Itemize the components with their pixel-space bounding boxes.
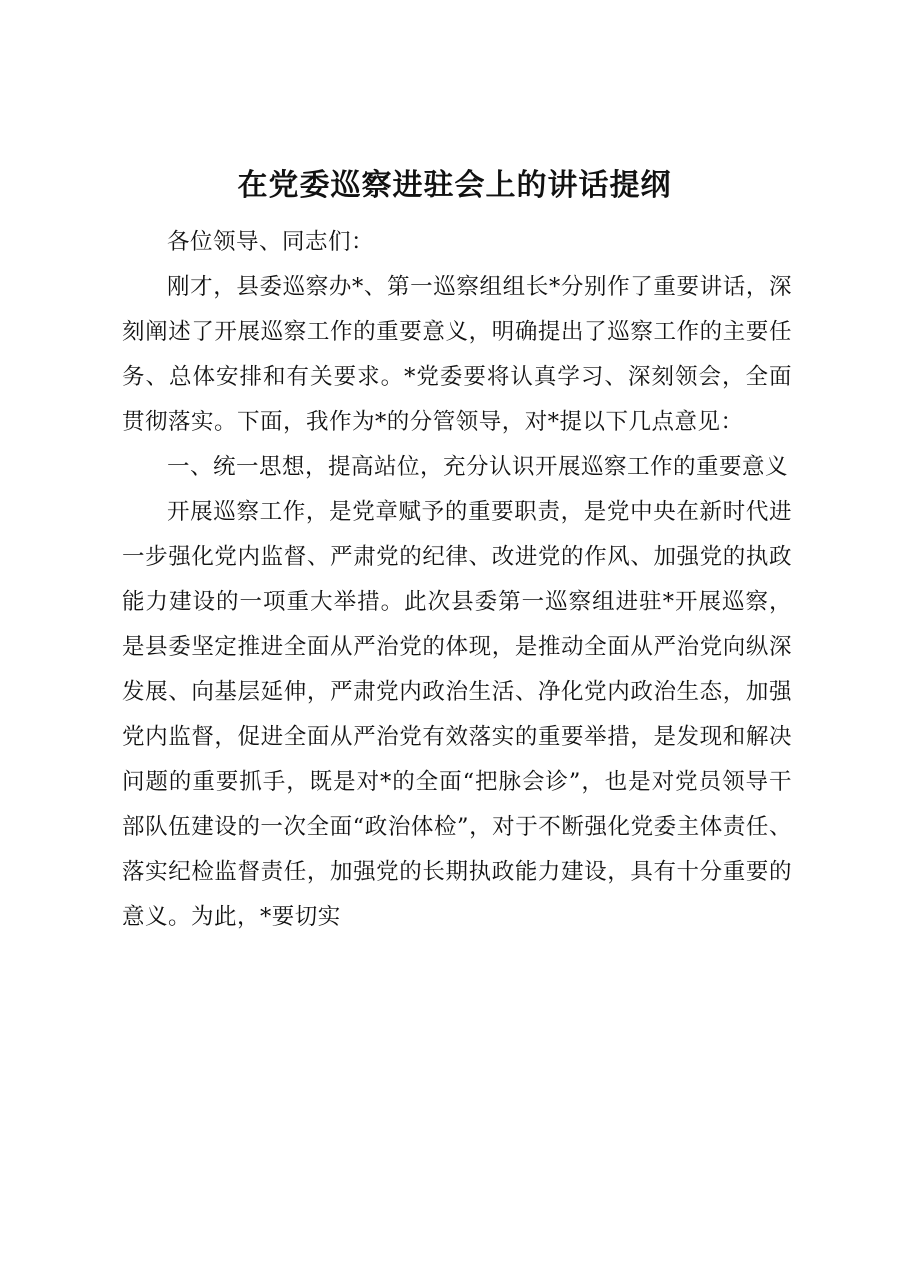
section-heading-1: 一、统一思想，提高站位，充分认识开展巡察工作的重要意义 [167,454,789,480]
body-paragraph: 开展巡察工作，是党章赋予的重要职责，是党中央在新时代进一步强化党内监督、严肃党的纪律、改进党的作风、加强党的执政能力建设的一项重大举措。此次县委第一巡察组进驻*开展巡察，是县委坚定推进全面从严治党的体现，是推动全面从严治党向纵深发展、向基层延伸，严肃党内政治生活、净化党内政治生态，加强党内监督，促进全面从严治党有效落实的重要举措，是发现和解决问题的重要抓手，既是对*的全面“把脉会诊”，也是对党员领导干部队伍建设的一次全面“政治体检”，对于不断强化党委主体责任、落实纪检监督责任，加强党的长期执政能力建设，具有十分重要的意义。为此，*要切实 [122,499,792,930]
salutation-paragraph: 各位领导、同志们： [167,229,375,255]
document-title: 在党委巡察进驻会上的讲话提纲 [237,168,672,203]
document-body [122,220,792,940]
opening-paragraph: 刚才，县委巡察办*、第一巡察组组长*分别作了重要讲话，深刻阐述了开展巡察工作的重要意义，明确提出了巡察工作的主要任务、总体安排和有关要求。*党委要将认真学习、深刻领会，全面贯彻落实。下面，我作为*的分管领导，对*提以下几点意见： [122,274,792,435]
